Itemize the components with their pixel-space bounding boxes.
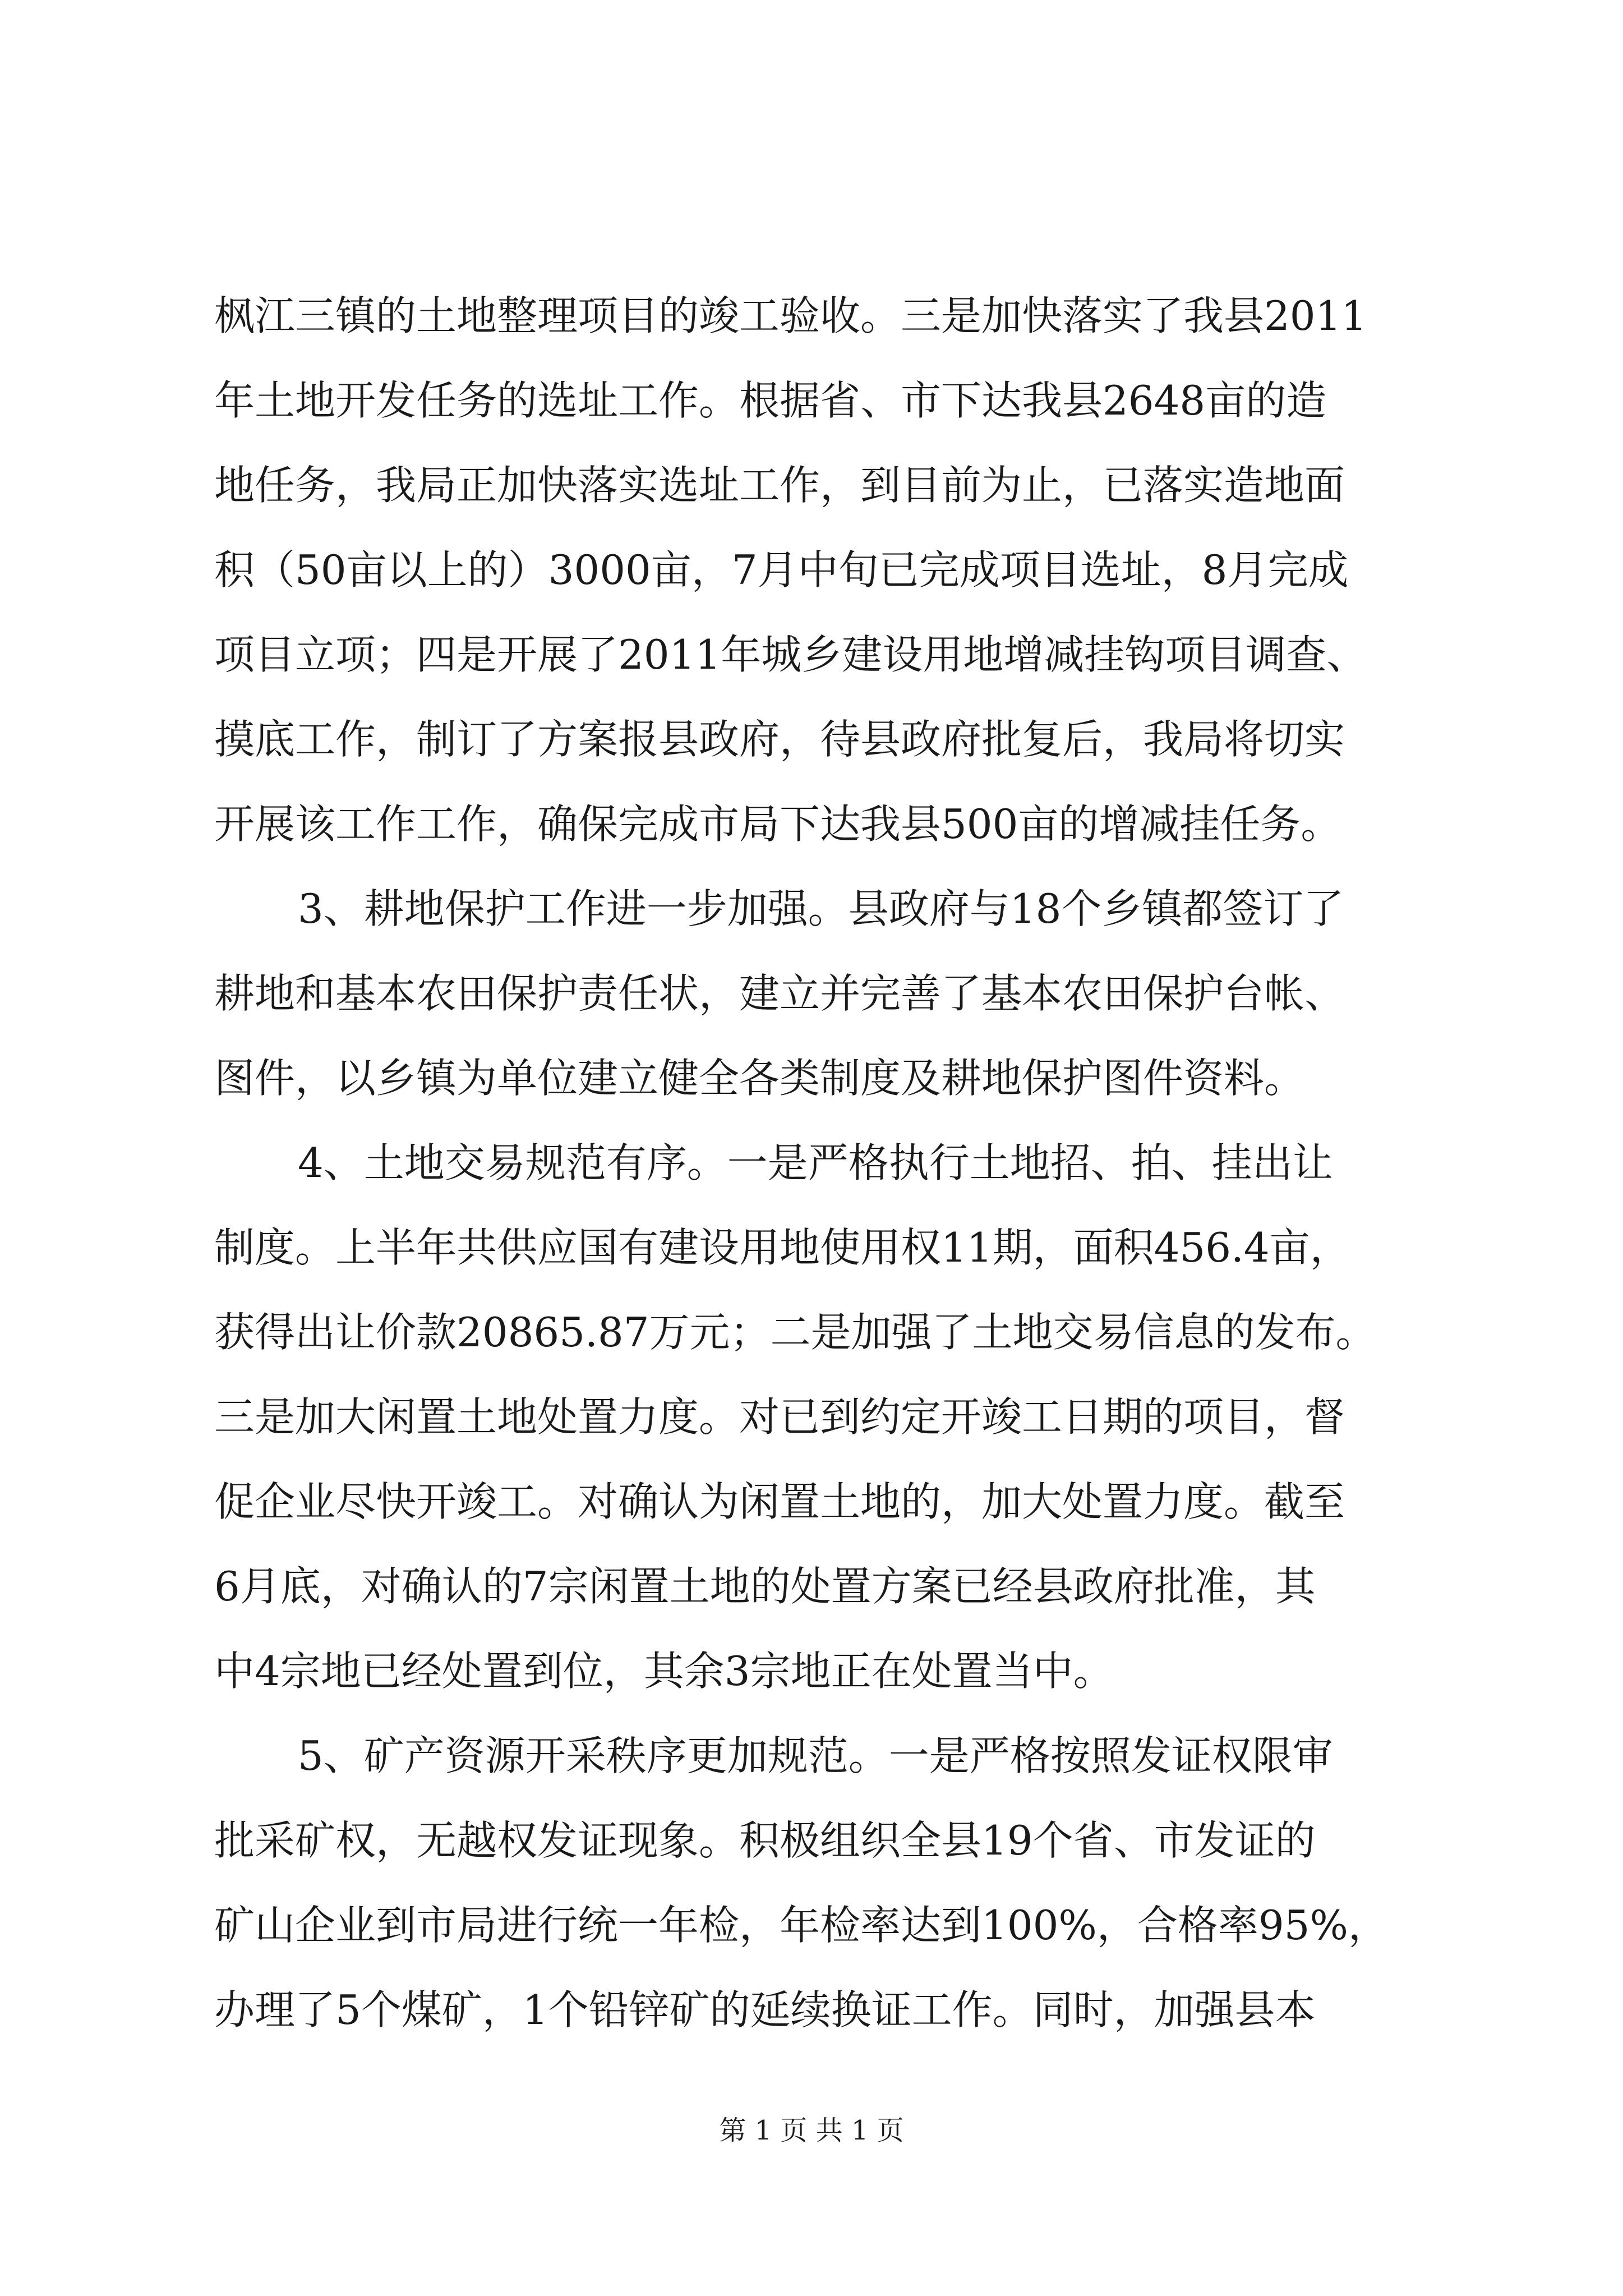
text-line-10: 图件，以乡镇为单位建立健全各类制度及耕地保护图件资料。 <box>214 1055 1305 1102</box>
text-line-17: 中4宗地已经处置到位，其余3宗地正在处置当中。 <box>214 1648 1114 1695</box>
text-line-19: 批采矿权，无越权发证现象。积极组织全县19个省、市发证的 <box>214 1817 1316 1864</box>
text-line-3: 地任务，我局正加快落实选址工作，到目前为止，已落实造地面 <box>214 462 1345 509</box>
text-line-2: 年土地开发任务的选址工作。根据省、市下达我县2648亩的造 <box>214 377 1327 424</box>
text-line-20: 矿山企业到市局进行统一年检，年检率达到100%，合格率95%， <box>214 1902 1389 1949</box>
text-line-1: 枫江三镇的土地整理项目的竣工验收。三是加快落实了我县2011 <box>214 292 1367 339</box>
text-line-8: 3、耕地保护工作进一步加强。县政府与18个乡镇都签订了 <box>298 885 1344 932</box>
text-line-15: 促企业尽快开竣工。对确认为闲置土地的，加大处置力度。截至 <box>214 1478 1345 1525</box>
text-line-4: 积（50亩以上的）3000亩，7月中旬已完成项目选址，8月完成 <box>214 546 1349 593</box>
text-line-7: 开展该工作工作，确保完成市局下达我县500亩的增减挂任务。 <box>214 800 1341 848</box>
text-line-9: 耕地和基本农田保护责任状，建立并完善了基本农田保护台帐、 <box>214 970 1345 1017</box>
page-footer: 第 1 页 共 1 页 <box>719 2115 904 2146</box>
text-line-16: 6月底，对确认的7宗闲置土地的处置方案已经县政府批准，其 <box>214 1563 1316 1610</box>
text-line-12: 制度。上半年共供应国有建设用地使用权11期，面积456.4亩， <box>214 1224 1350 1271</box>
text-line-14: 三是加大闲置土地处置力度。对已到约定开竣工日期的项目，督 <box>214 1393 1345 1441</box>
text-line-21: 办理了5个煤矿，1个铅锌矿的延续换证工作。同时，加强县本 <box>214 1986 1316 2033</box>
text-line-11: 4、土地交易规范有序。一是严格执行土地招、拍、挂出让 <box>298 1139 1333 1186</box>
text-line-5: 项目立项；四是开展了2011年城乡建设用地增减挂钩项目调查、 <box>214 631 1367 678</box>
text-line-13: 获得出让价款20865.87万元；二是加强了土地交易信息的发布。 <box>214 1309 1376 1356</box>
text-line-6: 摸底工作，制订了方案报县政府，待县政府批复后，我局将切实 <box>214 716 1345 763</box>
text-line-18: 5、矿产资源开采秩序更加规范。一是严格按照发证权限审 <box>298 1732 1333 1779</box>
